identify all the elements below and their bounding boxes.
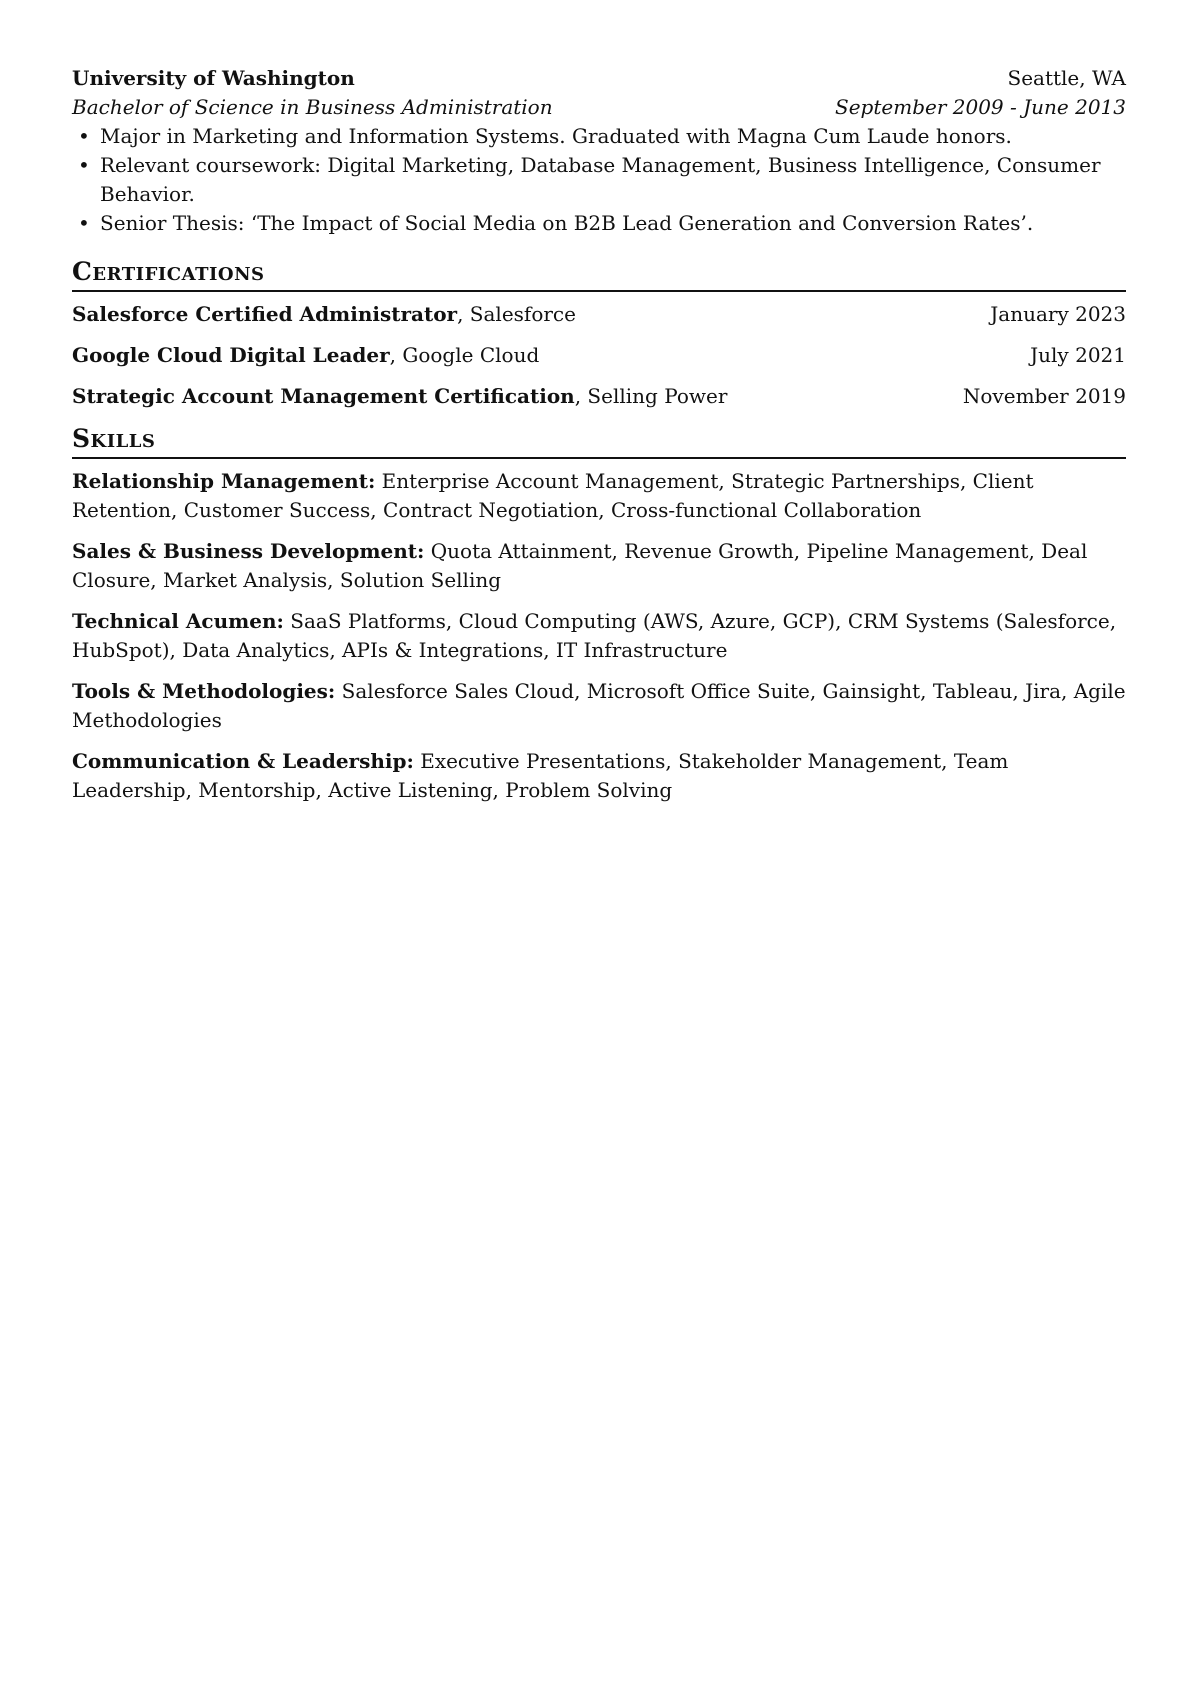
section-title-skills: Skills (72, 424, 156, 453)
skill-group (72, 537, 1126, 595)
school-name: University of Washington (72, 66, 355, 90)
certifications-section (72, 256, 1126, 411)
certification-text (72, 341, 539, 370)
school-location: Seattle, WA (1007, 66, 1126, 90)
education-subheader (72, 93, 1126, 122)
certification-issuer: , Google Cloud (389, 343, 540, 367)
skill-group (72, 467, 1126, 525)
certification-item (72, 300, 1126, 329)
education-header (72, 64, 1126, 93)
degree-name: Bachelor of Science in Business Administration (72, 95, 553, 119)
skill-group-label: Tools & Methodologies: (72, 679, 336, 703)
certification-text (72, 382, 727, 411)
certification-text (72, 300, 576, 329)
skills-section (72, 423, 1126, 805)
skill-group-text: Executive Presentations, Stakeholder Management, Team Leadership, Mentorship, Active Listening, Problem Solving (72, 749, 1009, 802)
skill-group (72, 747, 1126, 805)
certification-name: Google Cloud Digital Leader (72, 343, 390, 367)
certification-name: Strategic Account Management Certification (72, 384, 575, 408)
skill-group-label: Sales & Business Development: (72, 539, 425, 563)
skill-group (72, 677, 1126, 735)
education-bullet: • Major in Marketing and Information Systems. Graduated with Magna Cum Laude honors. (72, 122, 1126, 151)
skill-group-text: Salesforce Sales Cloud, Microsoft Office Suite, Gainsight, Tableau, Jira, Agile Methodologies (72, 679, 1126, 732)
certification-issuer: , Selling Power (574, 384, 728, 408)
certification-issuer: , Salesforce (457, 302, 576, 326)
skill-group-text: SaaS Platforms, Cloud Computing (AWS, Azure, GCP), CRM Systems (Salesforce, HubSpot), Data Analytics, APIs & Integrations, IT Infrastructure (72, 609, 1117, 662)
section-divider (72, 457, 1126, 459)
skill-group-text: Enterprise Account Management, Strategic Partnerships, Client Retention, Customer Success, Contract Negotiation, Cross-functional Collaboration (72, 469, 1034, 522)
education-bullet: • Relevant coursework: Digital Marketing, Database Management, Business Intelligence, Consumer Behavior. (72, 151, 1126, 209)
certification-date: January 2023 (990, 302, 1126, 326)
education-bullets (72, 122, 1126, 238)
education-dates: September 2009 - June 2013 (835, 95, 1126, 119)
skill-group-label: Communication & Leadership: (72, 749, 414, 773)
certification-date: July 2021 (1030, 343, 1126, 367)
education-entry (72, 64, 1126, 238)
section-divider (72, 290, 1126, 292)
certification-item (72, 341, 1126, 370)
section-title-certifications: Certifications (72, 257, 265, 286)
resume-page (72, 64, 1126, 817)
skill-group-label: Technical Acumen: (72, 609, 284, 633)
education-bullet: • Senior Thesis: ‘The Impact of Social Media on B2B Lead Generation and Conversion Rates’. (72, 209, 1126, 238)
skill-group (72, 607, 1126, 665)
certification-date: November 2019 (962, 384, 1126, 408)
skill-group-text: Quota Attainment, Revenue Growth, Pipeline Management, Deal Closure, Market Analysis, Solution Selling (72, 539, 1088, 592)
skill-group-label: Relationship Management: (72, 469, 376, 493)
certification-item (72, 382, 1126, 411)
certification-name: Salesforce Certified Administrator (72, 302, 458, 326)
